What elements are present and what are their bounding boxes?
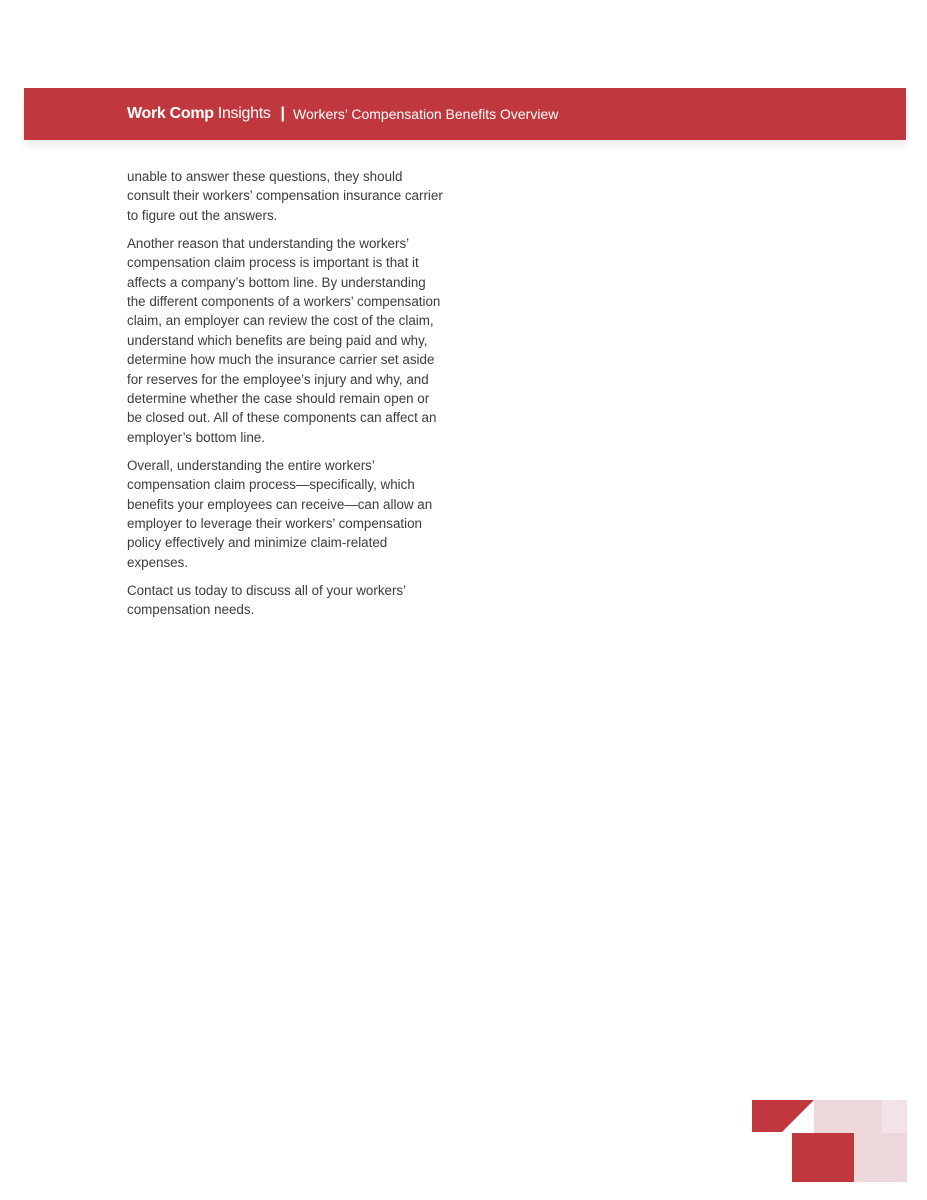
paragraph-1: unable to answer these questions, they should consult their workers’ compensation insurance carrier to figure out the answers.	[127, 169, 443, 223]
paragraph-4: Contact us today to discuss all of your workers’ compensation needs.	[127, 582, 406, 618]
deco-red-block	[792, 1133, 854, 1182]
deco-light-block-right	[853, 1133, 907, 1182]
page-title: Workers’ Compensation Benefits Overview	[293, 106, 559, 122]
corner-blocks-icon	[752, 1100, 907, 1182]
body-text-column	[127, 167, 445, 628]
paragraph-3: Overall, understanding the entire workers’ compensation claim process—specifically, which benefits your employees can receive—can allow an employer to leverage their workers’ compensation policy effectively and minimize claim-related expenses.	[127, 457, 433, 570]
header-separator: |	[280, 105, 286, 122]
deco-red-wedge	[752, 1100, 814, 1132]
header-band	[24, 88, 906, 140]
brand-name-light: Insights	[217, 105, 271, 122]
brand-name-bold: Work Comp	[127, 105, 214, 122]
deco-pale-block	[882, 1100, 907, 1133]
paragraph-2: Another reason that understanding the workers’ compensation claim process is important is that it affects a company’s bottom line. By understanding the different components of a workers’ compensation claim, an employer can review the cost of the claim, understand which benefits are being paid and why, determine how much the insurance carrier set aside for reserves for the employee’s injury and why, and determine whether the case should remain open or be closed out. All of these components can affect an employer’s bottom line.	[127, 235, 441, 445]
header-title-group	[127, 88, 558, 140]
